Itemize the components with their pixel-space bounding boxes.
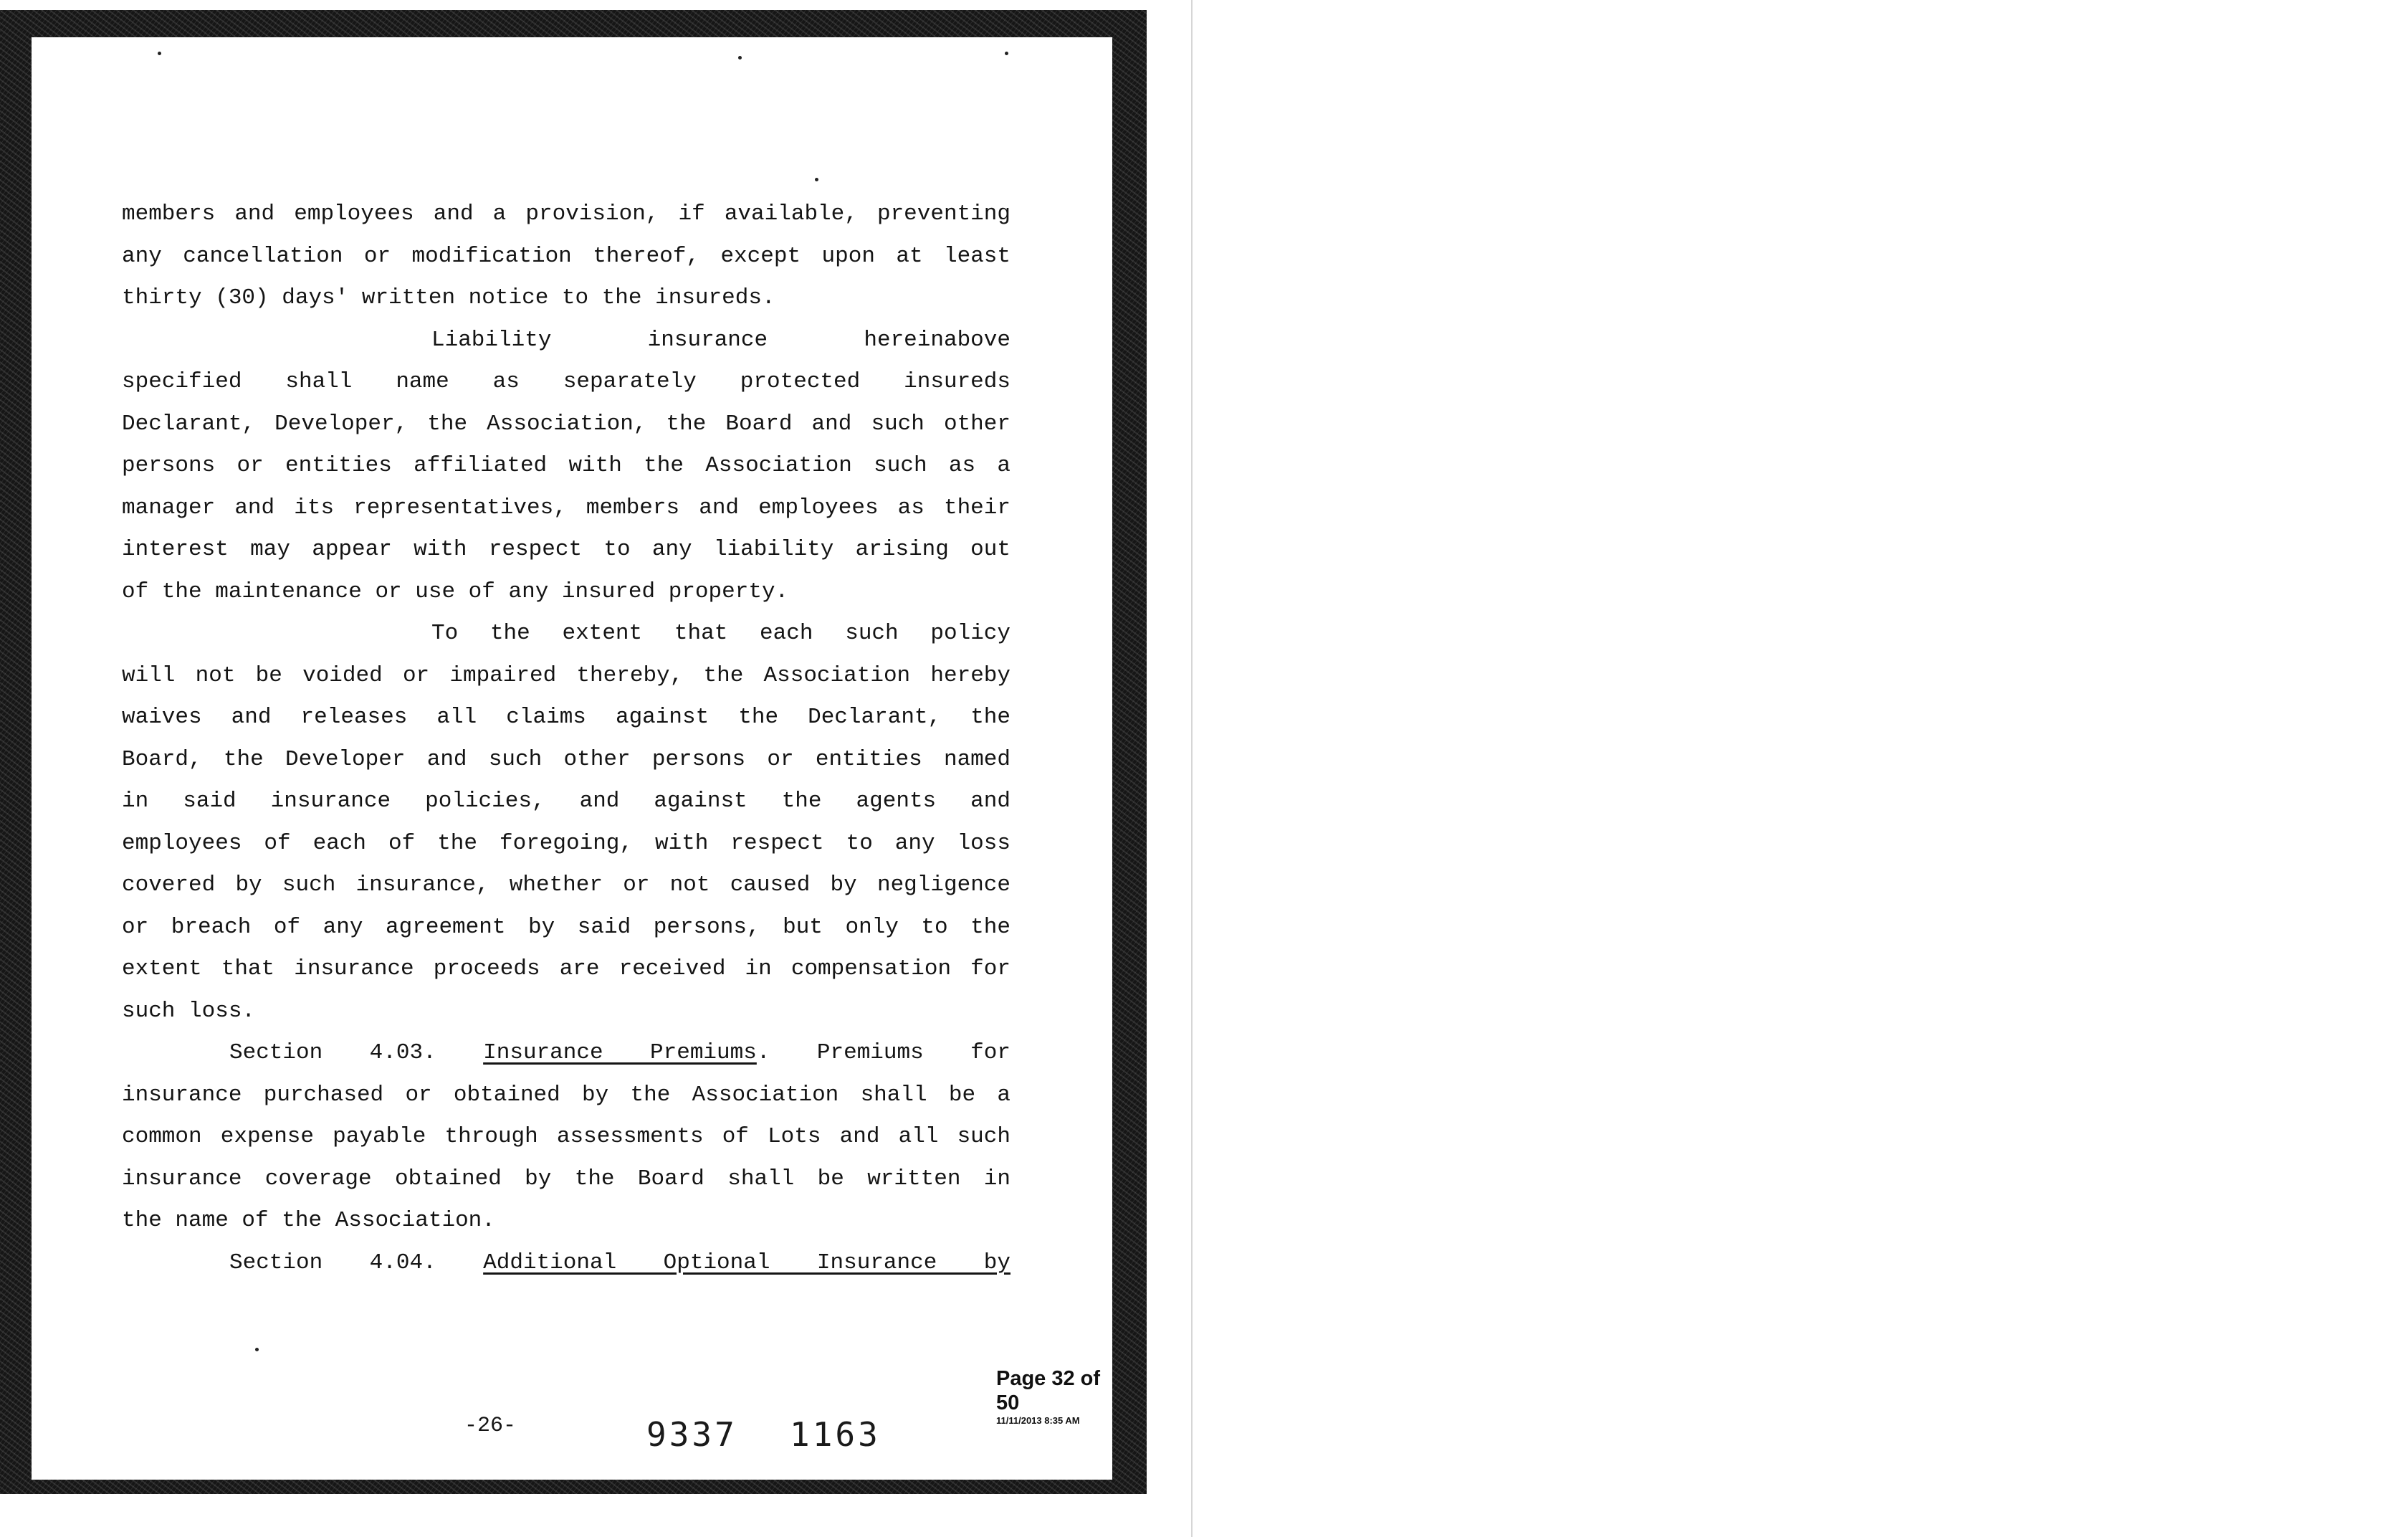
- viewer-divider: [1191, 0, 1193, 1537]
- section-heading-rest: . Premiums for: [756, 1040, 1010, 1065]
- text-line: members and employees and a provision, if available, preventing: [122, 201, 1010, 227]
- section-number: Section 4.04.: [229, 1250, 436, 1275]
- page-number: -26-: [464, 1414, 517, 1438]
- paragraph-insurance-provision: [122, 194, 1010, 320]
- text-line: thirty (30) days' written notice to the insureds.: [122, 285, 775, 310]
- section-4-03: [122, 1032, 1010, 1242]
- recorder-page-stamp: [996, 1366, 1112, 1427]
- document-body: [122, 194, 1010, 1284]
- text-line: of the maintenance or use of any insured property.: [122, 579, 789, 604]
- text-line: Liability insurance hereinabove: [431, 327, 1010, 353]
- scan-speck: [815, 178, 818, 181]
- text-line: manager and its representatives, members and employees as their: [122, 495, 1010, 520]
- section-number: Section 4.03.: [229, 1040, 436, 1065]
- text-line: To the extent that each such policy: [431, 621, 1010, 646]
- section-heading-line: [122, 1032, 1010, 1075]
- stamp-page-label: Page 32 of 50: [996, 1367, 1101, 1414]
- text-line: any cancellation or modification thereof, except upon at least: [122, 243, 1010, 269]
- section-title: Insurance Premiums: [483, 1040, 757, 1065]
- section-4-04: [122, 1242, 1010, 1285]
- scan-speck: [158, 52, 161, 55]
- text-line: persons or entities affiliated with the Association such as a: [122, 453, 1010, 478]
- section-title: Additional Optional Insurance by: [483, 1250, 1010, 1275]
- text-line: waives and releases all claims against the Declarant, the: [122, 705, 1010, 730]
- text-line: Declarant, Developer, the Association, the Board and such other: [122, 411, 1010, 437]
- paragraph-liability-insurance: [122, 320, 1010, 614]
- text-line: in said insurance policies, and against the agents and: [122, 789, 1010, 814]
- text-line: will not be voided or impaired thereby, the Association hereby: [122, 662, 1010, 688]
- text-line: insurance coverage obtained by the Board shall be written in: [122, 1166, 1010, 1191]
- scanned-page: [32, 37, 1112, 1480]
- scan-speck: [1005, 52, 1008, 55]
- recording-page-number: 1163: [790, 1415, 881, 1454]
- text-line: interest may appear with respect to any liability arising out: [122, 537, 1010, 562]
- paragraph-waiver: [122, 613, 1010, 1032]
- scan-speck: [738, 56, 742, 60]
- stamp-timestamp: 11/11/2013 8:35 AM: [996, 1415, 1080, 1426]
- scan-speck: [255, 1348, 259, 1351]
- text-line: the name of the Association.: [122, 1208, 495, 1233]
- text-line: insurance purchased or obtained by the Association shall be a: [122, 1082, 1010, 1108]
- text-line: covered by such insurance, whether or not caused by negligence: [122, 872, 1010, 898]
- text-line: specified shall name as separately protected insureds: [122, 369, 1010, 394]
- scanned-page-border: [0, 10, 1147, 1494]
- text-line: such loss.: [122, 998, 256, 1024]
- text-line: or breach of any agreement by said persons, but only to the: [122, 914, 1010, 940]
- recording-book-number: 9337: [646, 1415, 737, 1454]
- text-line: employees of each of the foregoing, with respect to any loss: [122, 830, 1010, 856]
- text-line: common expense payable through assessments of Lots and all such: [122, 1124, 1010, 1149]
- text-line: extent that insurance proceeds are received in compensation for: [122, 956, 1010, 981]
- text-line: Board, the Developer and such other persons or entities named: [122, 746, 1010, 772]
- section-heading-line: [122, 1242, 1010, 1285]
